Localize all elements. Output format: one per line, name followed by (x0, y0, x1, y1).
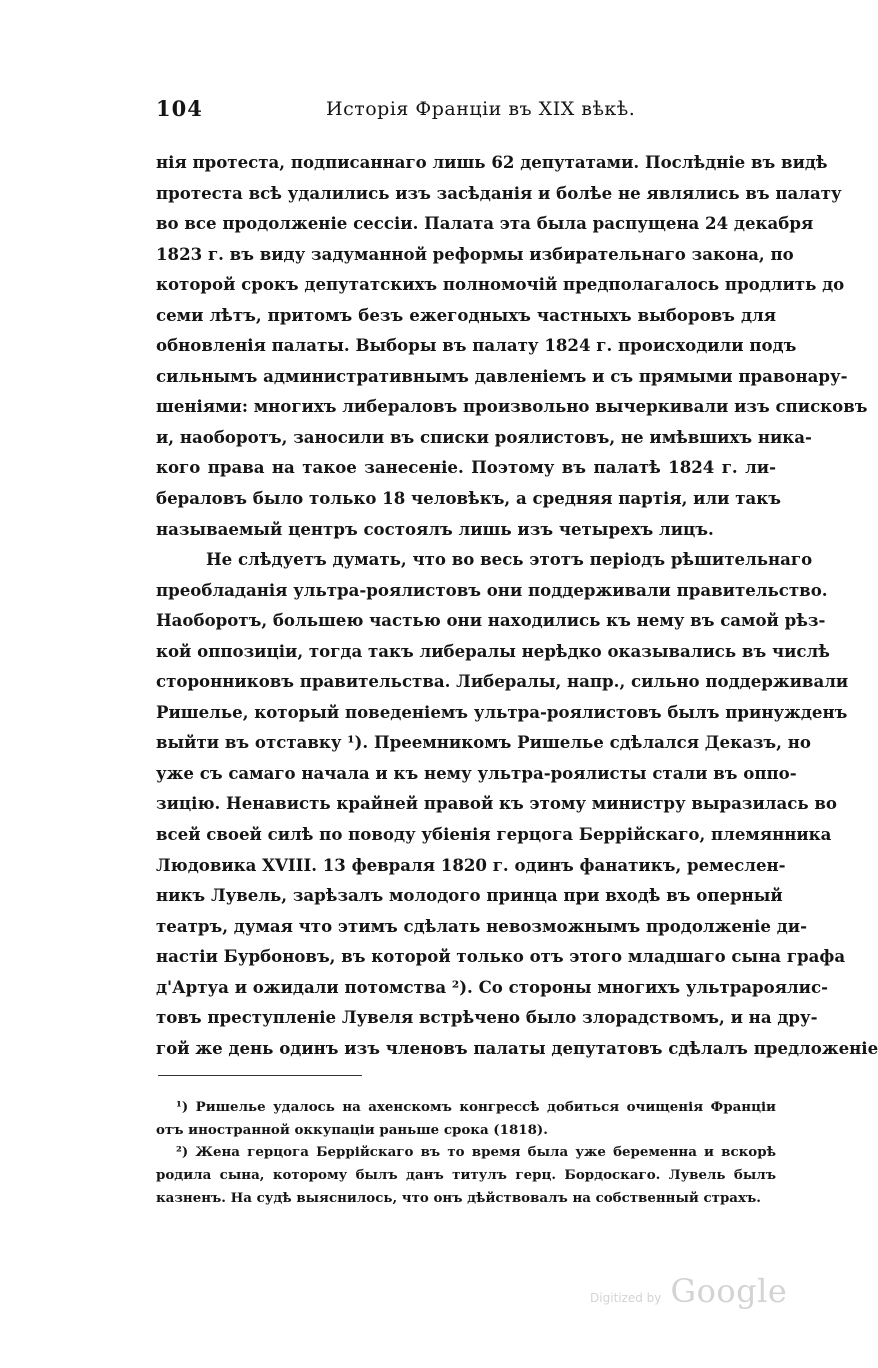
footnote-1-continued: отъ иностранной оккупаціи раньше срока (1818). (156, 1121, 548, 1138)
google-logo: Google (670, 1272, 788, 1310)
text-line: зицію. Ненависть крайней правой къ этому министру выразилась во (156, 793, 837, 814)
footnote-2: ²) Жена герцога Беррійскаго въ то время была уже беременна и вскорѣ (176, 1144, 776, 1161)
text-line: семи лѣтъ, притомъ безъ ежегодныхъ частныхъ выборовъ для (156, 304, 776, 325)
text-line: кой оппозиціи, тогда такъ либералы нерѣдко оказывались въ числѣ (156, 640, 830, 661)
text-line: и, наоборотъ, заносили въ списки роялистовъ, не имѣвшихъ никa- (156, 426, 812, 447)
page-header (156, 96, 776, 126)
text-line: Людовика XVIII. 13 февраля 1820 г. одинъ фанатикъ, ремеслен- (156, 854, 786, 875)
text-line: шеніями: многихъ либераловъ произвольно вычеркивали изъ списковъ (156, 396, 868, 417)
footnote-2-continued: казненъ. На судѣ выяснилось, что онъ дѣйствовалъ на собственный страхъ. (156, 1189, 761, 1206)
text-line: преобладанія ультра-роялистовъ они поддерживали правительство. (156, 579, 828, 600)
text-line: выйти въ отставку ¹). Преемникомъ Ришелье сдѣлался Деказъ, но (156, 732, 811, 753)
running-head: Исторія Франціи въ XIX вѣкѣ. (326, 98, 636, 120)
text-line: Ришелье, который поведеніемъ ультра-роялистовъ былъ принужденъ (156, 701, 848, 722)
text-line: театръ, думая что этимъ сдѣлать невозможнымъ продолженіе ди- (156, 915, 807, 936)
text-line: нія протеста, подписаннаго лишь 62 депутатами. Послѣдніе въ видѣ (156, 152, 828, 172)
text-line: настіи Бурбоновъ, въ которой только отъ этого младшаго сына графа (156, 946, 846, 967)
paragraph-last-line: называемый центръ состоялъ лишь изъ четырехъ лицъ. (156, 518, 714, 539)
footnote-separator (158, 1075, 362, 1076)
text-line: обновленія палаты. Выборы въ палату 1824 г. происходили подъ (156, 335, 797, 356)
text-line: бераловъ было только 18 человѣкъ, а средняя партія, или такъ (156, 488, 782, 509)
text-line: Наоборотъ, большею частью они находились къ нему въ самой рѣз- (156, 610, 826, 631)
text-line: протеста всѣ удалились изъ засѣданія и болѣе не являлись въ палату (156, 182, 842, 203)
text-line: во все продолженіе сессіи. Палата эта была распущена 24 декабря (156, 213, 814, 234)
text-line: 1823 г. въ виду задуманной реформы избирательнаго закона, по (156, 243, 794, 264)
google-digitized-watermark (590, 1272, 787, 1310)
text-line: сильнымъ административнымъ давленіемъ и съ прямыми правонару- (156, 365, 848, 386)
body-text (156, 147, 878, 1063)
watermark-prefix: Digitized by (590, 1291, 662, 1305)
footnotes (156, 1096, 776, 1209)
text-line: никъ Лувель, зарѣзалъ молодого принца при входѣ въ оперный (156, 885, 783, 906)
paragraph-first-line: Не слѣдуетъ думать, что во весь этотъ періодъ рѣшительнаго (206, 549, 813, 570)
footnote-2-continued: родила сына, которому былъ данъ титулъ герц. Бордоскаго. Лувель былъ (156, 1167, 776, 1184)
footnote-1: ¹) Ришелье удалось на ахенскомъ конгрессѣ добиться очищенія Франціи (176, 1099, 776, 1115)
page-number: 104 (156, 96, 203, 121)
text-line: которой срокъ депутатскихъ полномочій предполагалось продлить до (156, 274, 845, 295)
text-line: всей своей силѣ по поводу убіенія герцога Беррійскаго, племянника (156, 824, 832, 845)
text-line: сторонниковъ правительства. Либералы, напр., сильно поддерживали (156, 671, 849, 692)
text-line: товъ преступленіе Лувеля встрѣчено было злорадствомъ, и на дру- (156, 1007, 818, 1028)
text-line: кого права на такое занесеніе. Поэтому въ палатѣ 1824 г. ли- (156, 457, 776, 478)
text-line: д'Артуа и ожидали потомства ²). Со стороны многихъ ультрароялис- (156, 976, 828, 997)
text-line: уже съ самаго начала и къ нему ультра-роялисты стали въ оппо- (156, 762, 797, 783)
text-line: гой же день одинъ изъ членовъ палаты депутатовъ сдѣлалъ предложеніе (156, 1037, 878, 1058)
